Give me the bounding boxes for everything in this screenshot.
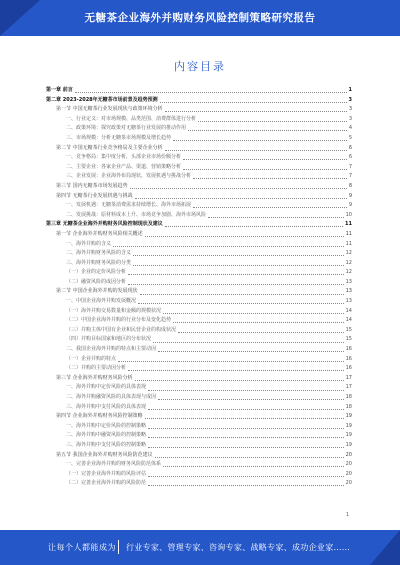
toc-leader-dots [148,437,344,438]
header-bar [0,0,400,36]
toc-leader-dots [173,322,344,323]
page-number: 1 [346,512,350,518]
toc-leader-dots [148,476,344,477]
toc-entry-label: 第四节 企业海外并购财务风险控制策略 [56,413,143,420]
footer-slogan-right: 行业专家、管理专家、咨询专家、战略专家、成功企业家…… [126,543,351,552]
toc-leader-dots [163,313,344,314]
toc-entry[interactable] [46,326,352,336]
toc-entry[interactable] [46,470,352,480]
toc-entry-label: 三、海外并购中支付风险的具体表现 [66,403,147,410]
toc-entry[interactable] [46,431,352,441]
toc-leader-dots [193,178,347,179]
toc-entry-label: （一）企业并购的特点 [66,355,117,362]
toc-leader-dots [183,159,347,160]
toc-entry-page: 18 [345,403,352,410]
table-of-contents [46,86,352,516]
toc-entry-page: 18 [345,394,352,400]
toc-entry-label: （二）完善企业海外并购的风险防范 [66,480,147,487]
toc-leader-dots [135,198,347,199]
toc-leader-dots [165,111,347,112]
toc-heading: 内容目录 [174,60,226,73]
toc-entry-page: 6 [348,154,352,161]
toc-leader-dots [148,428,344,429]
toc-entry[interactable] [46,297,352,307]
toc-entry-page: 20 [345,470,352,477]
toc-entry-page: 20 [345,461,352,468]
toc-entry-page: 8 [348,182,352,189]
toc-entry-page: 6 [348,144,352,151]
toc-leader-dots [148,485,344,486]
toc-entry[interactable] [46,393,352,403]
toc-entry-page: 4 [348,125,352,132]
toc-entry[interactable] [46,259,352,269]
toc-leader-dots [160,102,347,103]
toc-leader-dots [153,342,344,343]
toc-leader-dots [155,457,344,458]
toc-entry[interactable] [46,383,352,393]
toc-entry-page: 14 [345,307,352,314]
toc-entry[interactable] [46,163,352,173]
toc-entry-label: 第三章 无糖茶企业海外并购财务风险控制现状及建议 [46,221,163,228]
footer-slogan-left: 让每个人都能成为 [48,543,116,552]
toc-entry-page: 13 [345,298,352,305]
toc-leader-dots [148,390,344,391]
footer-accent [370,530,400,565]
toc-entry-page: 19 [345,422,352,429]
toc-leader-dots [165,150,347,151]
toc-entry-page: 3 [348,96,352,103]
toc-entry[interactable] [46,460,352,470]
toc-entry-label: （一）完善企业海外并购的风险评估 [66,470,147,477]
toc-entry-page: 10 [345,211,352,218]
toc-entry-label: 三、企业发展：企业海外布局现状、发展机遇与挑战分析 [66,173,192,180]
toc-leader-dots [158,351,344,352]
toc-entry[interactable] [46,240,352,250]
toc-entry-page: 19 [345,441,352,448]
toc-entry-label: 三、海外并购财务风险的分类 [66,259,132,266]
toc-entry-page: 3 [348,115,352,122]
toc-entry[interactable] [46,364,352,374]
toc-entry[interactable] [46,268,352,278]
toc-entry-label: 二、我国企业海外并购的特点和主要动因 [66,346,157,353]
toc-entry-label: （一）海外并购交易数量和金额的规模状况 [66,307,162,314]
toc-entry-page: 16 [345,355,352,362]
toc-entry[interactable] [46,307,352,317]
toc-entry-page: 5 [348,134,352,141]
toc-entry-label: 二、海外并购中融资风险的控制策略 [66,432,147,439]
toc-entry-label: 第一章 前言 [46,87,73,93]
toc-entry-label: 三、海外并购中支付风险的控制策略 [66,441,147,448]
toc-entry-label: 第二节 中国企业海外并购的发展现状 [56,288,138,295]
toc-leader-dots [140,294,344,295]
toc-entry-page: 12 [345,269,352,276]
toc-leader-dots [135,380,344,381]
toc-entry[interactable] [46,124,352,134]
toc-entry-page: 16 [345,346,352,353]
toc-entry[interactable] [46,153,352,163]
toc-entry-label: 二、发展挑战：原材料成本上升、市场竞争加剧、海外市场风险 [66,211,207,218]
toc-leader-dots [173,140,347,141]
toc-entry-page: 14 [345,317,352,324]
toc-entry[interactable] [46,144,352,154]
toc-entry-label: （二）并购的主要动因分析 [66,365,127,372]
toc-entry[interactable] [46,86,352,96]
toc-entry-page: 9 [348,202,352,209]
toc-entry-page: 11 [345,240,352,247]
toc-entry[interactable] [46,230,352,240]
toc-entry[interactable] [46,105,352,115]
toc-leader-dots [148,447,344,448]
toc-entry-label: 第五节 我国企业海外并购财务风险防范建议 [56,451,153,458]
toc-entry-label: 一、海外并购中定价风险的控制策略 [66,422,147,429]
toc-entry-label: 一、完善企业海外并购的财务风险防范体系 [66,461,162,468]
toc-entry-page: 15 [345,326,352,333]
toc-entry[interactable] [46,172,352,182]
toc-entry-label: 二、海外并购融资风险的具体表现与成因 [66,394,157,400]
toc-leader-dots [183,169,347,170]
toc-entry[interactable] [46,287,352,297]
toc-entry-label: 第三节 国内无糖茶市场发展趋势 [56,182,128,189]
toc-entry-page: 19 [345,413,352,420]
toc-leader-dots [128,284,344,285]
toc-entry-page: 17 [345,384,352,391]
toc-entry-page: 7 [348,173,352,180]
toc-entry-label: 一、海外并购的含义 [66,240,112,247]
toc-leader-dots [198,121,347,122]
toc-entry[interactable] [46,316,352,326]
toc-entry-page: 19 [345,432,352,439]
toc-entry-label: 二、海外并购财务风险的含义 [66,250,132,257]
toc-entry-label: （二）融资风险的成因分析 [66,278,127,285]
toc-leader-dots [133,255,344,256]
toc-entry-label: （二）中国企业海外并购的行业分布及变化趋势 [66,317,172,324]
toc-leader-dots [75,92,347,93]
toc-entry[interactable] [46,355,352,365]
toc-entry-page: 15 [345,336,352,343]
toc-entry-page: 7 [348,163,352,170]
toc-leader-dots [130,188,347,189]
toc-entry[interactable] [46,211,352,221]
toc-entry[interactable] [46,278,352,288]
toc-entry-label: 一、中国企业海外并购发展概况 [66,298,137,305]
toc-entry-label: 一、竞争格局：集中度分析，头部企业市场份额分析 [66,154,182,161]
toc-entry[interactable] [46,182,352,192]
toc-entry-label: 二、政策环境：探究政策对无糖茶行业发展的推动作用 [66,125,187,132]
toc-entry-page: 9 [348,192,352,199]
toc-entry-label: 一、行业定义：对市场规模、品类范围、消费群体进行分析 [66,115,197,122]
toc-entry-label: 一、发展机遇：无糖茶消费需求持续增长、海外市场拓展 [66,202,192,209]
toc-leader-dots [138,303,344,304]
toc-entry-page: 17 [345,374,352,381]
toc-entry-label: 第二节 中国无糖茶行业竞争格局及主要企业分析 [56,144,163,151]
toc-leader-dots [158,399,344,400]
toc-entry-label: （一）企业的定价风险分析 [66,269,127,276]
toc-entry-label: （三）并购主体中国有企业和民营企业的构成状况 [66,326,177,333]
toc-entry[interactable] [46,220,352,230]
toc-entry[interactable] [46,412,352,422]
toc-entry-page: 12 [345,250,352,257]
toc-entry-page: 13 [345,278,352,285]
toc-entry-label: 第三节 企业海外并购财务风险分析 [56,374,133,381]
toc-entry-page: 11 [345,230,352,237]
toc-entry-label: 二、主要企业：各家企业产品、渠道、营销策略分析 [66,163,182,170]
toc-entry-label: 一、海外并购中定价风险的具体表现 [66,384,147,391]
toc-entry[interactable] [46,479,352,489]
footer-divider [118,540,119,554]
toc-entry-page: 11 [345,221,352,228]
toc-entry[interactable] [46,192,352,202]
toc-leader-dots [118,361,344,362]
toc-entry[interactable] [46,115,352,125]
toc-entry[interactable] [46,249,352,259]
toc-entry[interactable] [46,335,352,345]
toc-entry-page: 20 [345,451,352,458]
toc-entry[interactable] [46,201,352,211]
toc-entry[interactable] [46,96,352,106]
toc-entry-label: 第一节 中国无糖茶行业发展现状与政策环境分析 [56,106,163,113]
toc-entry[interactable] [46,134,352,144]
toc-entry[interactable] [46,441,352,451]
toc-entry[interactable] [46,374,352,384]
toc-entry-label: 三、市场规模：分析无糖茶市场规模及增长趋势 [66,134,172,141]
toc-entry-page: 12 [345,259,352,266]
toc-leader-dots [165,226,343,227]
toc-leader-dots [208,217,344,218]
toc-entry-page: 3 [348,106,352,113]
toc-leader-dots [193,207,347,208]
toc-entry[interactable] [46,422,352,432]
toc-leader-dots [145,418,344,419]
toc-leader-dots [163,466,344,467]
toc-entry-label: 第二章 2023-2028年无糖茶市场前景及趋势预测 [46,96,158,103]
toc-entry-label: 第一节 企业海外并购财务风险相关概述 [56,230,143,237]
toc-leader-dots [178,332,344,333]
toc-entry[interactable] [46,451,352,461]
toc-leader-dots [188,130,347,131]
toc-entry-label: （四）并购目标国家和地区的分布状况 [66,336,152,343]
footer-bar [0,530,400,565]
toc-entry-page: 20 [345,480,352,487]
toc-entry-page: 13 [345,288,352,295]
toc-leader-dots [128,274,344,275]
toc-leader-dots [113,246,344,247]
toc-leader-dots [133,265,344,266]
toc-leader-dots [148,409,344,410]
toc-entry-label: 第四节 无糖茶行业发展机遇与挑战 [56,192,133,199]
toc-entry[interactable] [46,403,352,413]
report-title: 无糖茶企业海外并购财务风险控制策略研究报告 [84,12,316,24]
toc-leader-dots [145,236,344,237]
toc-entry-page: 16 [345,365,352,372]
toc-entry[interactable] [46,345,352,355]
toc-entry-page: 1 [348,87,352,93]
toc-leader-dots [128,370,344,371]
